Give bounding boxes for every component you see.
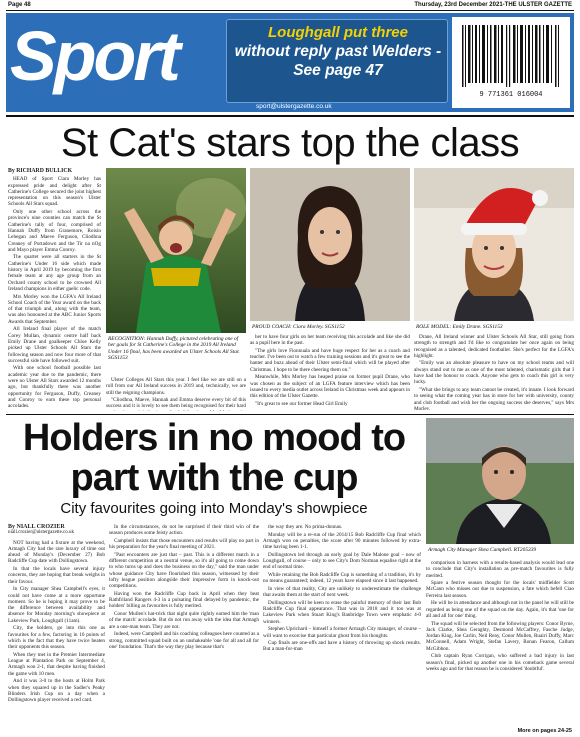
photo-shea-campbell <box>426 418 574 544</box>
paragraph: Club captain Ryan Corrigan, who suffered a bad injury in last season's final, picked up another one in his comeback game several weeks ago and for that reason he is considered 'doubtful'. <box>426 653 574 672</box>
paragraph: "What she brings to any team cannot be created, it's innate. I look forward to seeing what the coming year has in store for her with university, county and club football and wish her the ongoing success she deserves," says Mrs Morley. <box>414 386 574 410</box>
paragraph: Campbell insists that those encounters and results will play no part in his preparation for the year's final meeting of 2021. <box>109 537 259 551</box>
more-pages-link[interactable]: More on pages 24-25 <box>517 728 572 734</box>
lead-column-3 <box>250 334 410 410</box>
paragraph: HEAD of Sport Ciara Morley has expressed pride and delight after St Catherine's College secured the joint highest representation on this season's Ulster Schools All Stars squad. <box>8 176 101 208</box>
promo-headline: Loughgall put three <box>268 24 408 41</box>
santa-hat-portrait-icon <box>414 168 574 321</box>
lead-headline[interactable]: St Cat's stars top the class <box>60 121 520 165</box>
paragraph: All Ireland final player of the match Corey Mullan, dynamic centre half back Emily Drane and goalkeeper Chloe Kelly picked up Ulster Schools All Stars the following season and now four more of that successful side have followed suit. <box>8 326 101 364</box>
paragraph: comparison in harness with a results-based analysis would lead one to conclude that City's installation as pre-match favourites is fully merited. <box>426 560 574 579</box>
photo-caption-duffy: RECOGNITION: Hannah Duffy, pictured celebrating one of her goals for St Catherine's College in the 2019 All Ireland Under 16 final, has been awarded an Ulster Schools All Star. SGS1153 <box>108 336 240 362</box>
paragraph: In City manager Shea Campbell's eyes, it could not have come at a more opportune moment. So he is hoping it may prove to be the difference between availability and absence for Monday morning's showpiece at Lakeview Park, Loughgall (11am). <box>8 586 105 624</box>
portrait-coach-icon <box>250 168 410 321</box>
paragraph: While retaining the Bob Radcliffe Cup is something of a tradition, it's by no means guaranteed; indeed, 12 years have elapsed since it last happened. <box>263 571 421 585</box>
paragraph: "The girls love Fionnuala and have huge respect for her as a coach and teacher. I've been out to watch a few training sessions and it's great to see the banter and buzz ahead of their Ulster semi-final which will be played after Christmas. I hope to be there cheering them on." <box>250 347 410 373</box>
paragraph: Spare a festive season thought for the locals' midfielder Scott McCann who misses out due to suspension, a fate which befell Ciao Ferreira last season. <box>426 580 574 599</box>
paragraph: Drane, All Ireland winner and Ulster Schools All Star, still going from strength to strength and I'd like to congratulate her once again on being recognised as a talented, dedicated footballer. She's perfect for the LGFA's highlight. <box>414 334 574 359</box>
header-rule <box>6 10 574 11</box>
section-title: Sport <box>10 17 178 95</box>
photo-hannah-duffy <box>106 168 246 333</box>
second-column-4 <box>426 560 574 726</box>
paragraph: Monday will be a re-run of the 2014/15 Bob Radcliffe Cup final which Armagh won on penalties, the score after 90 minutes followed by extra-time having been 1-1. <box>263 531 421 551</box>
page-header <box>0 0 580 10</box>
paragraph: Ulster Colleges All Stars this year. I feel like we are still on a roll from our All Ireland success in 2019 and, technically, we are still the reigning champions. <box>106 377 246 396</box>
paragraph: The quartet were all starters in the St Catherine's Under 16 side which made history in April 2019 by becoming the first female team at any age group from an Orchard county school to be crowned All Ireland champions in either gaelic code. <box>8 254 101 292</box>
promo-box[interactable] <box>226 19 448 103</box>
photo-caption-drane: ROLE MODEL: Emily Drane. SGS1153 <box>416 324 503 330</box>
paragraph: When they met in the Premier Intermediate League at Plantation Park on September 4, Armagh won 2-1, that despite having finished the game with 10 men. <box>8 651 105 677</box>
sport-email[interactable]: sport@ulstergazette.co.uk <box>256 103 332 110</box>
lead-column-4 <box>414 334 574 410</box>
dateline: Thursday, 23rd December 2021-THE ULSTER GAZETTE <box>414 2 572 8</box>
barcode-number: 9 771361 016004 <box>479 91 543 99</box>
masthead <box>6 13 574 112</box>
paragraph: her to have four girls on her team receiving this accolade and like she did as a pupil here in the past. <box>250 334 410 347</box>
reporter-email[interactable]: niall.crozier@ulstergazette.co.uk <box>8 530 75 536</box>
masthead-rule <box>6 115 574 117</box>
paragraph: Meanwhile, Mrs Morley has heaped praise on former pupil Drane, who was chosen as the subject of an LGFA feature interview which has been issued to every media outlet across Ireland in Christmas week and appears in this edition of the Ulster Gazette. <box>250 374 410 400</box>
barcode-box <box>452 17 570 108</box>
celebrating-player-icon <box>106 168 246 333</box>
paragraph: Stephen Uprichard – himself a former Armagh City manager, of course – will want to exorcise that particular ghost from his thoughts. <box>263 626 421 639</box>
promo-subline: without reply past Welders - See page 47 <box>234 43 442 79</box>
lead-column-1 <box>8 168 101 410</box>
paragraph: "Past encounters are just that – past. This is a different match in a different competition at a neutral venue, so it's all going to come down to who turns up and does the business on the day," said the man under whose guidance City have flourished this season, witnessed by their lofty league position alongside their impressive form in knock-out competitions. <box>109 551 259 590</box>
paragraph: In view of that reality, City are unlikely to underestimate the challenge that awaits them at the start of next week. <box>263 585 421 599</box>
photo-caption-morley: PROUD COACH: Ciara Morley. SGS1152 <box>252 324 345 330</box>
paragraph: The squad will be selected from the following players: Conor Byrne, Jack Clarke, Shea Geraghty, Desmond McCaffrey, Fasche Judge, Jordan King, Joe Carlin, Neil Reay, Conor Mullen, Ruairi Duffy, Marc McConnell, Adam Wright, Stefan Lavery, Ronan Fearon, Callum McGibbon. <box>426 620 574 652</box>
paragraph: "Emily was an absolute pleasure to have on my school teams and will always stand out to me as one of the most talented, charismatic girls that I have had the honour to coach. Anyone who gets to coach this girl is very lucky. <box>414 360 574 386</box>
lead-byline: By RICHARD BULLICK <box>8 168 73 174</box>
second-column-2 <box>109 524 259 728</box>
second-column-3 <box>263 524 421 728</box>
paragraph: Dollingstown led through an early goal by Dale Malone goal – now of Loughgall, of course – only to see City's Dom Norman equalise right at the end of normal time. <box>263 551 421 571</box>
paragraph: With one school football possible last academic year due to the pandemic, there were no Ulster All Stars awarded 12 months ago, but thankfully there was another opportunity for Ferguson, Duffy, Creaney and Conroy to earn these top personal accolades. <box>8 365 101 410</box>
second-headline[interactable]: Holders in no mood to part with the cup <box>22 417 406 499</box>
paragraph: City, the holders, go into this one as favourites for a few, factoring in 10 points of which is the fact that they have twice beaten their opponents this season. <box>8 625 105 651</box>
paragraph: the way they are. No prima-donnas. <box>268 524 343 530</box>
barcode-icon <box>460 25 562 87</box>
photo-ciara-morley <box>250 168 410 321</box>
second-byline: By NIALL CROZIER <box>8 524 65 530</box>
paragraph: Indeed, were Campbell and his coaching colleagues here counted as a strong, committed squad built on an unshakeable 'one for all and all for one' foundation. That's the way they play because that's <box>109 631 259 650</box>
paragraph: In the circumstances, do not be surprised if their third win of the season produces some feisty action. <box>109 524 259 537</box>
photo-caption-campbell: Armagh City Manager Shea Campbell. RT205339 <box>428 547 537 553</box>
paragraph: Conor Mullen's hat-trick that night quite rightly earned him the 'man of the match' accolade. But do not run away with the idea that Armagh are a one-man team. They are not. <box>109 611 259 630</box>
lead-column-2 <box>106 377 246 411</box>
paragraph: NOT having had a fixture at the weekend, Armagh City had the rare luxury of time out ahead of Monday's (December 27) Bob Radcliffe Cup date with Dollingstown. <box>8 539 105 565</box>
paragraph: "Cliodhna, Maeve, Hannah and Emma deserve every bit of this success and it is lovely to see them being recognised for their hard <box>106 397 246 410</box>
second-subhead: City favourites going into Monday's showpiece <box>60 500 368 517</box>
paragraph: Having won the Radcliffe Cup back in April when they beat Rathfriland Rangers 4-3 in a pulsating final delayed by pandemic, the holders' billing as favourites is fully merited. <box>109 590 259 610</box>
page-number: Page 48 <box>8 2 31 8</box>
paragraph: He will be in attendance and although not in the panel he will still be regarded as being one of the squad on the day. Again, it's that 'one for all and all for one' thing. <box>426 600 574 619</box>
paragraph: Mrs Morley won the LGFA's All Ireland School Coach of the Year award on the back of that triumph and, along with the team, was also honoured at the ABC Junior Sports Awards that September. <box>8 293 101 325</box>
second-column-1 <box>8 524 105 728</box>
manager-portrait-icon <box>426 418 574 544</box>
paragraph: In that the locals have several injury concerns, they are hoping that break weighs in their favour. <box>8 566 105 585</box>
paragraph: And it was 3-0 to the hosts at Holm Park when they squared up in the Sadler's Peaky Blinders Irish Cup on a day when a Dollingstown player received a red card. <box>8 678 105 704</box>
paragraph: Cup finals are one-offs and have a history of throwing up shock results. But a man-for-man <box>263 640 421 653</box>
photo-emily-drane <box>414 168 574 321</box>
paragraph: Dollingstown will be keen to erase the painful memory of their last Bob Radcliffe Cup final appearance. That was in 2018 and it too was at Lakeview Park when Stuart King's Banbridge Town were emphatic 4-0 winners. <box>263 599 421 625</box>
paragraph: Only one other school across the province's nine counties can match the St Catherine's tally of four, comprised of Hannah Duffy from Granemore, Roisin Lehegan and Maeve Ferguson, Cliodhna Creaney of Portadown and the Tir na nOg and Mayo player Emma Conroy. <box>8 209 101 253</box>
paragraph: "It's great to see our former Head Girl Emily <box>255 400 348 407</box>
story-divider <box>6 414 574 415</box>
